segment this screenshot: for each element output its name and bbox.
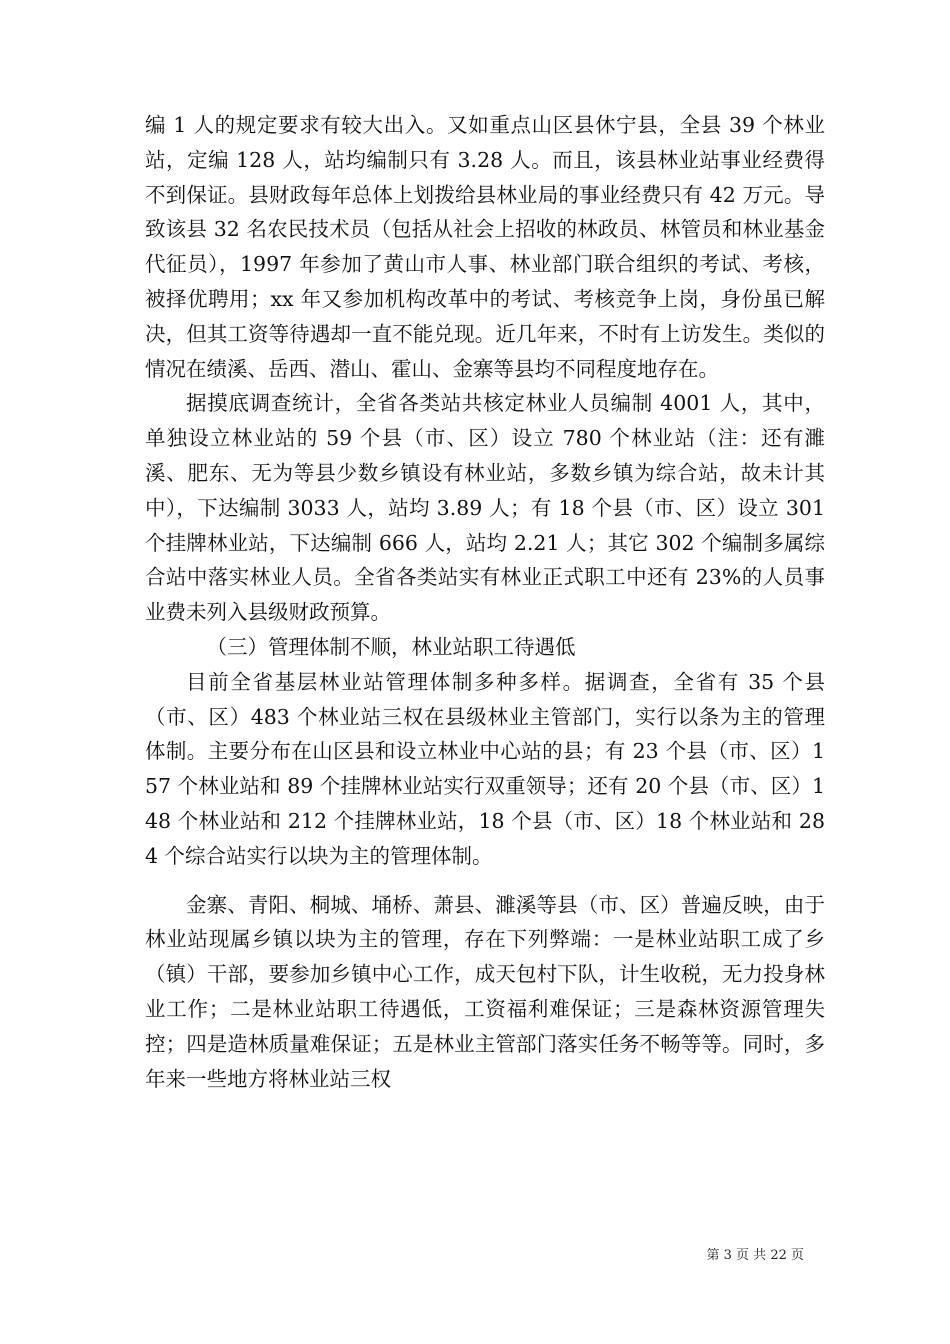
- section-heading-management-system: （三）管理体制不顺，林业站职工待遇低: [206, 634, 576, 659]
- paragraph-survey-statistics: 据摸底调查统计，全省各类站共核定林业人员编制 4001 人，其中，单独设立林业站的 59 个县（市、区）设立 780 个林业站（注：还有濉溪、肥东、无为等县少数乡镇设有林业站，多数乡镇为综合站，故未计其中），下达编制 3033 人，站均 3.89 人；有 18 个县（市、区）设立 301 个挂牌林业站，下达编制 666 人，站均 2.21 人；其它 302 个编制多属综合站中落实林业人员。全省各类站实有林业正式职工中还有 23%的人员事业费未列入县级财政预算。: [145, 391, 825, 625]
- body-text: [145, 108, 825, 1096]
- page-number: 第 3 页 共 22 页: [706, 1248, 804, 1263]
- paragraph-staffing-continuation: 编 1 人的规定要求有较大出入。又如重点山区县休宁县，全县 39 个林业站，定编 128 人，站均编制只有 3.28 人。而且，该县林业站事业经费得不到保证。县财政每年总体上划拨给县林业局的事业经费只有 42 万元。导致该县 32 名农民技术员（包括从社会上招收的林政员、林管员和林业基金代征员），1997 年参加了黄山市人事、林业部门联合组织的考试、考核，被择优聘用；xx 年又参加机构改革中的考试、考核竞争上岗，身份虽已解决，但其工资等待遇却一直不能兑现。近几年来，不时有上访发生。类似的情况在绩溪、岳西、潜山、霍山、金寨等县均不同程度地存在。: [145, 113, 825, 381]
- paragraph-county-feedback: 金寨、青阳、桐城、埇桥、萧县、濉溪等县（市、区）普遍反映，由于林业站现属乡镇以块为主的管理，存在下列弊端：一是林业站职工成了乡（镇）干部，要参加乡镇中心工作，成天包村下队，计生收税，无力投身林业工作；二是林业站职工待遇低，工资福利难保证；三是森林资源管理失控；四是造林质量难保证；五是林业主管部门落实任务不畅等等。同时，多年来一些地方将林业站三权: [145, 892, 825, 1091]
- paragraph-management-types: 目前全省基层林业站管理体制多种多样。据调查，全省有 35 个县（市、区）483 个林业站三权在县级林业主管部门，实行以条为主的管理体制。主要分布在山区县和设立林业中心站的县；有 23 个县（市、区）157 个林业站和 89 个挂牌林业站实行双重领导；还有 20 个县（市、区）148 个林业站和 212 个挂牌林业站，18 个县（市、区）18 个林业站和 284 个综合站实行以块为主的管理体制。: [145, 669, 825, 868]
